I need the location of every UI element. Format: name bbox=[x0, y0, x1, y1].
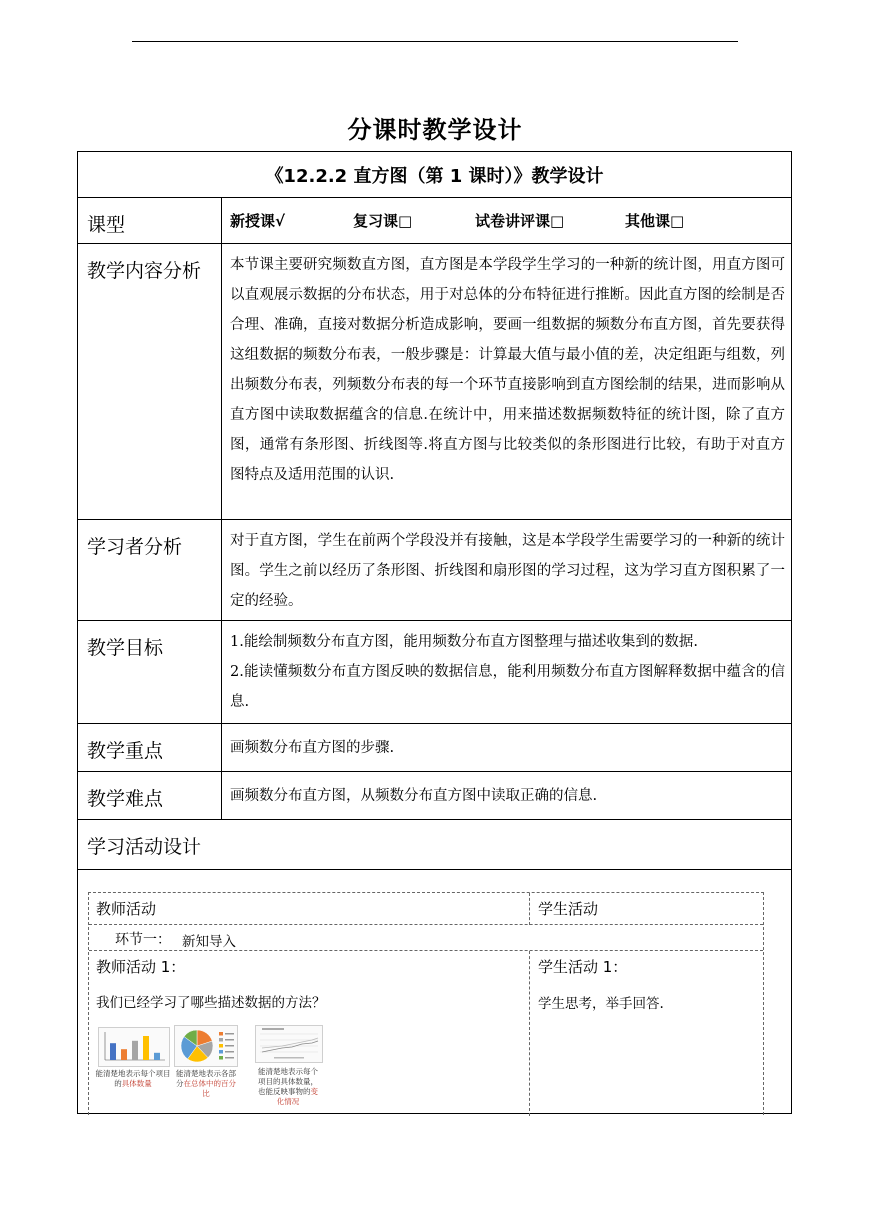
pie-chart-thumbnail bbox=[174, 1025, 238, 1067]
pie-legend-line bbox=[225, 1051, 234, 1053]
pie-legend-line bbox=[225, 1045, 234, 1047]
bar-mark bbox=[132, 1041, 138, 1060]
option-new-lesson: 新授课√ bbox=[230, 212, 286, 230]
lesson-type-label: 课型 bbox=[78, 198, 222, 243]
key-points-text: 画频数分布直方图的步骤. bbox=[230, 740, 395, 756]
activity-header-row bbox=[89, 893, 763, 925]
pie-caption-emphasis: 在总体中的百分比 bbox=[183, 1079, 236, 1098]
teacher-question: 我们已经学习了哪些描述数据的方法？ bbox=[96, 995, 326, 1011]
line-chart-caption bbox=[255, 1067, 321, 1107]
goals-list bbox=[222, 621, 791, 723]
body-divider bbox=[529, 951, 530, 1116]
section-name: 环节一： bbox=[115, 932, 171, 948]
line-chart bbox=[256, 1026, 322, 1062]
key-points-label: 教学重点 bbox=[78, 724, 222, 771]
learner-analysis-label: 学习者分析 bbox=[78, 520, 222, 620]
header-divider bbox=[529, 893, 530, 925]
pie-caption-text: 能清楚地表示各部分 bbox=[176, 1069, 236, 1088]
bar-chart-thumbnail bbox=[98, 1027, 170, 1067]
line-caption-text: 能清楚地表示每个项目的具体数量，也能反映事物的 bbox=[258, 1067, 318, 1096]
student-activity-header: 学生活动 bbox=[538, 900, 599, 918]
bar-chart bbox=[99, 1028, 169, 1066]
section-row bbox=[89, 925, 763, 951]
bar-mark bbox=[121, 1049, 127, 1060]
pie-chart bbox=[175, 1026, 237, 1066]
teacher-activity-header: 教师活动 bbox=[96, 900, 157, 918]
lesson-type-row bbox=[78, 198, 791, 244]
line-legend-bar bbox=[274, 1057, 304, 1059]
pie-legend-swatch bbox=[219, 1038, 223, 1042]
content-analysis-row bbox=[78, 244, 791, 520]
page-title: 分课时教学设计 bbox=[347, 116, 523, 144]
pie-legend-swatch bbox=[219, 1044, 223, 1048]
student-activity-title: 学生活动 1： bbox=[538, 958, 628, 976]
bar-caption-emphasis: 具体数量 bbox=[121, 1079, 152, 1088]
activity-design-row bbox=[78, 820, 791, 870]
lesson-title-row bbox=[78, 152, 791, 198]
key-points-row bbox=[78, 724, 791, 772]
goal-item-1: 1.能绘制频数分布直方图，能用频数分布直方图整理与描述收集到的数据. bbox=[230, 634, 698, 650]
option-review: 复习课□ bbox=[353, 212, 413, 230]
header-rule bbox=[132, 41, 738, 42]
bar-mark bbox=[154, 1053, 160, 1060]
difficulty-label: 教学难点 bbox=[78, 772, 222, 819]
lesson-title: 《12.2.2 直方图（第 1 课时）》教学设计 bbox=[265, 166, 604, 187]
bar-mark bbox=[143, 1036, 149, 1060]
learner-analysis-row bbox=[78, 520, 791, 621]
line-series-1 bbox=[262, 1041, 318, 1052]
section-title: 新知导入 bbox=[182, 934, 236, 950]
lesson-table bbox=[77, 151, 792, 1114]
pie-legend-swatch bbox=[219, 1032, 223, 1036]
line-chart-thumbnail bbox=[255, 1025, 323, 1063]
lesson-type-options bbox=[222, 198, 791, 243]
pie-legend-swatch bbox=[219, 1056, 223, 1060]
option-other: 其他课□ bbox=[625, 212, 685, 230]
difficulty-row bbox=[78, 772, 791, 820]
goal-item-2: 2.能读懂频数分布直方图反映的数据信息，能利用频数分布直方图解释数据中蕴含的信息. bbox=[230, 664, 785, 710]
pie-legend-line bbox=[225, 1033, 234, 1035]
bar-mark bbox=[110, 1043, 116, 1060]
line-caption-emphasis: 变化情况 bbox=[276, 1087, 318, 1106]
student-answer: 学生思考，举手回答. bbox=[538, 996, 664, 1012]
teacher-activity-title: 教师活动 1： bbox=[96, 958, 186, 976]
activity-design-label: 学习活动设计 bbox=[87, 836, 202, 858]
difficulty-text: 画频数分布直方图，从频数分布直方图中读取正确的信息. bbox=[230, 788, 598, 804]
goals-label: 教学目标 bbox=[78, 621, 222, 723]
bar-caption-text: 能清楚地表示每个项目的 bbox=[95, 1069, 171, 1088]
line-title-bar bbox=[262, 1028, 284, 1030]
activity-table bbox=[88, 892, 764, 1115]
bar-chart-caption bbox=[93, 1069, 173, 1089]
pie-chart-caption bbox=[173, 1069, 239, 1099]
goals-row bbox=[78, 621, 791, 724]
pie-legend-line bbox=[225, 1057, 234, 1059]
pie-legend-swatch bbox=[219, 1050, 223, 1054]
learner-analysis-text: 对于直方图，学生在前两个学段没并有接触，这是本学段学生需要学习的一种新的统计图。学生之前以经历了条形图、折线图和扇形图的学习过程，这为学习直方图积累了一定的经验。 bbox=[230, 533, 785, 609]
content-analysis-label: 教学内容分析 bbox=[78, 244, 222, 519]
content-analysis-text: 本节课主要研究频数直方图，直方图是本学段学生学习的一种新的统计图，用直方图可以直观展示数据的分布状态，用于对总体的分布特征进行推断。因此直方图的绘制是否合理、准确，直接对数据分析造成影响，要画一组数据的频数分布直方图，首先要获得这组数据的频数分布表，一般步骤是：计算最大值与最小值的差，决定组距与组数，列出频数分布表，列频数分布表的每一个环节直接影响到直方图绘制的结果，进而影响从直方图中读取数据蕴含的信息.在统计中，用来描述数据频数特征的统计图，除了直方图，通常有条形图、折线图等.将直方图与比较类似的条形图进行比较，有助于对直方图特点及适用范围的认识. bbox=[230, 257, 785, 483]
pie-legend-line bbox=[225, 1039, 234, 1041]
option-exam-review: 试卷讲评课□ bbox=[475, 212, 565, 230]
